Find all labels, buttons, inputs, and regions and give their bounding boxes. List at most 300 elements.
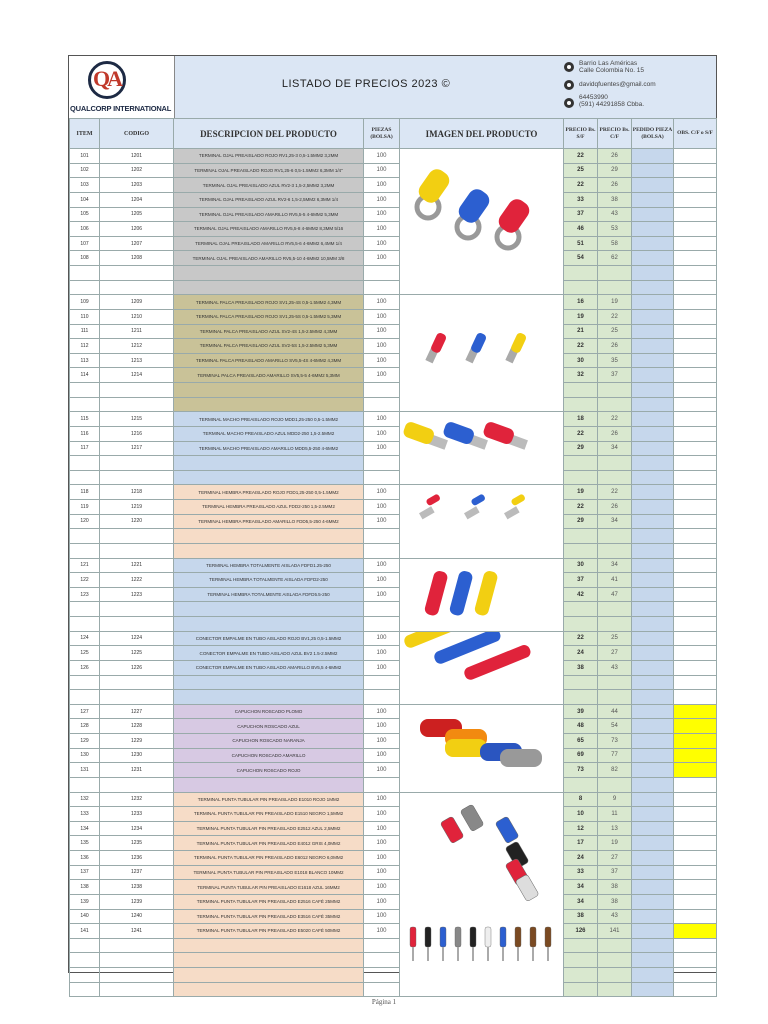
- cell-item: 128: [70, 719, 100, 734]
- cell-description: [174, 383, 364, 398]
- cell-pieces: 100: [364, 309, 400, 324]
- cell-price-sf: [564, 938, 598, 953]
- cell-item: 102: [70, 163, 100, 178]
- cell-order-input[interactable]: [632, 631, 674, 646]
- cell-order-input[interactable]: [632, 675, 674, 690]
- price-list-sheet: [68, 55, 717, 973]
- cell-order-input[interactable]: [632, 851, 674, 866]
- cell-order-input[interactable]: [632, 500, 674, 515]
- cell-item: 138: [70, 880, 100, 895]
- cell-observation: [674, 207, 717, 222]
- cell-price-sf: 33: [564, 192, 598, 207]
- spacer-row: [70, 602, 717, 617]
- cell-item: [70, 938, 100, 953]
- cell-item: 127: [70, 704, 100, 719]
- cell-order-input[interactable]: [632, 324, 674, 339]
- cell-price-cf: 13: [598, 821, 632, 836]
- table-row: [70, 573, 717, 588]
- cell-pieces: 100: [364, 149, 400, 164]
- cell-observation: [674, 426, 717, 441]
- cell-order-input[interactable]: [632, 353, 674, 368]
- cell-pieces: 100: [364, 192, 400, 207]
- spacer-row: [70, 266, 717, 281]
- cell-code: 1218: [100, 485, 174, 500]
- cell-observation: [674, 339, 717, 354]
- cell-code: 1225: [100, 646, 174, 661]
- contact-address-1: Barrio Las Américas: [579, 60, 638, 67]
- cell-code: 1240: [100, 909, 174, 924]
- cell-observation: [674, 719, 717, 734]
- cell-order-input[interactable]: [632, 426, 674, 441]
- cell-description: [174, 938, 364, 953]
- cell-pieces: 100: [364, 631, 400, 646]
- cell-price-sf: 22: [564, 631, 598, 646]
- cell-observation: [674, 807, 717, 822]
- cell-item: [70, 280, 100, 295]
- cell-order-input[interactable]: [632, 836, 674, 851]
- cell-code: 1227: [100, 704, 174, 719]
- cell-order-input[interactable]: [632, 383, 674, 398]
- cell-observation: [674, 982, 717, 997]
- cell-description: TERMINAL PALCA PREAISLADO ROJO SV1,25-5S 0,5-1.5MM2 5,3MM: [174, 309, 364, 324]
- cell-product-image: [400, 792, 564, 997]
- cell-order-input[interactable]: [632, 865, 674, 880]
- cell-description: TERMINAL PUNTA TUBULAR PIN PREAISLADO E2512 AZUL 2,5MM2: [174, 821, 364, 836]
- cell-observation: [674, 558, 717, 573]
- cell-pieces: [364, 968, 400, 983]
- cell-code: 1206: [100, 222, 174, 237]
- cell-item: 126: [70, 660, 100, 675]
- spacer-row: [70, 397, 717, 412]
- cell-observation: [674, 412, 717, 427]
- cell-price-sf: [564, 690, 598, 705]
- cell-product-image: [400, 412, 564, 485]
- cell-item: 140: [70, 909, 100, 924]
- cell-price-cf: 38: [598, 880, 632, 895]
- table-row: [70, 748, 717, 763]
- cell-price-cf: [598, 266, 632, 281]
- cell-order-input[interactable]: [632, 412, 674, 427]
- cell-description: CAPUCHON ROSCADO AMARILLO: [174, 748, 364, 763]
- spacer-row: [70, 456, 717, 471]
- table-row: [70, 631, 717, 646]
- cell-code: 1237: [100, 865, 174, 880]
- cell-order-input[interactable]: [632, 368, 674, 383]
- cell-order-input[interactable]: [632, 441, 674, 456]
- cell-order-input[interactable]: [632, 924, 674, 939]
- product-illustration: [400, 793, 564, 983]
- cell-description: TERMINAL OJAL PREAISLADO AMARILLO RV5,5-10 4-6MM2 10,5MM 3/8: [174, 251, 364, 266]
- cell-item: [70, 968, 100, 983]
- cell-pieces: [364, 982, 400, 997]
- cell-observation: [674, 909, 717, 924]
- cell-order-input[interactable]: [632, 690, 674, 705]
- cell-item: 118: [70, 485, 100, 500]
- cell-price-cf: [598, 777, 632, 792]
- cell-code: [100, 529, 174, 544]
- cell-observation: [674, 485, 717, 500]
- cell-order-input[interactable]: [632, 646, 674, 661]
- cell-description: CAPUCHON ROSCADO NARANJA: [174, 734, 364, 749]
- cell-observation: [674, 397, 717, 412]
- document-header: [69, 56, 716, 119]
- cell-observation: [674, 587, 717, 602]
- cell-description: [174, 602, 364, 617]
- cell-price-sf: 37: [564, 207, 598, 222]
- cell-observation: [674, 441, 717, 456]
- cell-order-input[interactable]: [632, 456, 674, 471]
- cell-code: [100, 777, 174, 792]
- cell-order-input[interactable]: [632, 587, 674, 602]
- cell-code: 1239: [100, 894, 174, 909]
- cell-observation: [674, 543, 717, 558]
- cell-price-cf: 82: [598, 763, 632, 778]
- cell-code: 1220: [100, 514, 174, 529]
- cell-order-input[interactable]: [632, 514, 674, 529]
- cell-pieces: 100: [364, 792, 400, 807]
- cell-observation: [674, 309, 717, 324]
- cell-pieces: 100: [364, 207, 400, 222]
- cell-observation: [674, 660, 717, 675]
- cell-price-sf: 34: [564, 894, 598, 909]
- cell-order-input[interactable]: [632, 163, 674, 178]
- cell-price-cf: [598, 456, 632, 471]
- cell-code: 1232: [100, 792, 174, 807]
- cell-price-sf: [564, 383, 598, 398]
- cell-code: 1210: [100, 309, 174, 324]
- cell-order-input[interactable]: [632, 880, 674, 895]
- cell-item: [70, 982, 100, 997]
- cell-observation: [674, 675, 717, 690]
- cell-description: TERMINAL PUNTA TUBULAR PIN PREAISLADO E2516 CAFÉ 25MM2: [174, 894, 364, 909]
- cell-observation: [674, 470, 717, 485]
- cell-code: 1211: [100, 324, 174, 339]
- cell-code: [100, 470, 174, 485]
- cell-description: [174, 982, 364, 997]
- cell-pieces: [364, 690, 400, 705]
- cell-item: 110: [70, 309, 100, 324]
- cell-pieces: 100: [364, 821, 400, 836]
- cell-order-input[interactable]: [632, 309, 674, 324]
- cell-description: [174, 266, 364, 281]
- cell-order-input[interactable]: [632, 602, 674, 617]
- cell-code: 1238: [100, 880, 174, 895]
- cell-pieces: [364, 266, 400, 281]
- cell-order-input[interactable]: [632, 748, 674, 763]
- cell-observation: [674, 690, 717, 705]
- cell-code: [100, 383, 174, 398]
- cell-code: [100, 543, 174, 558]
- spacer-row: [70, 777, 717, 792]
- cell-price-cf: 34: [598, 558, 632, 573]
- cell-code: [100, 280, 174, 295]
- spacer-row: [70, 470, 717, 485]
- cell-order-input[interactable]: [632, 719, 674, 734]
- cell-price-sf: 22: [564, 426, 598, 441]
- cell-observation: [674, 529, 717, 544]
- cell-pieces: [364, 543, 400, 558]
- table-row: [70, 836, 717, 851]
- cell-observation: [674, 383, 717, 398]
- table-row: [70, 821, 717, 836]
- cell-pieces: [364, 953, 400, 968]
- cell-price-cf: [598, 938, 632, 953]
- cell-price-cf: 44: [598, 704, 632, 719]
- cell-description: TERMINAL MACHO PREAISLADO AMARILLO MDD5,5-250 4-6MM2: [174, 441, 364, 456]
- cell-item: [70, 456, 100, 471]
- cell-description: TERMINAL HEMBRA TOTALMENTE AISLADA FDFD1.25-250: [174, 558, 364, 573]
- cell-price-cf: 19: [598, 295, 632, 310]
- cell-price-sf: 73: [564, 763, 598, 778]
- cell-order-input[interactable]: [632, 660, 674, 675]
- cell-price-sf: [564, 617, 598, 632]
- cell-item: 108: [70, 251, 100, 266]
- cell-price-sf: 29: [564, 441, 598, 456]
- phone-icon: [564, 98, 574, 108]
- cell-order-input[interactable]: [632, 339, 674, 354]
- cell-code: 1236: [100, 851, 174, 866]
- cell-order-input[interactable]: [632, 470, 674, 485]
- cell-observation: [674, 748, 717, 763]
- cell-description: TERMINAL MACHO PREAISLADO ROJO MDD1,25-250 0,5-1.5MM2: [174, 412, 364, 427]
- cell-code: 1212: [100, 339, 174, 354]
- contact-address-2: Calle Colombia No. 15: [579, 67, 645, 74]
- cell-price-cf: 25: [598, 324, 632, 339]
- cell-order-input[interactable]: [632, 222, 674, 237]
- cell-description: [174, 470, 364, 485]
- cell-order-input[interactable]: [632, 792, 674, 807]
- cell-code: [100, 690, 174, 705]
- cell-order-input[interactable]: [632, 280, 674, 295]
- cell-description: [174, 690, 364, 705]
- cell-price-sf: 22: [564, 149, 598, 164]
- cell-item: [70, 397, 100, 412]
- cell-observation: [674, 324, 717, 339]
- cell-order-input[interactable]: [632, 953, 674, 968]
- cell-description: CONECTOR EMPALME EN TUBO AISLADO AMARILLO BV5,5 4-6MM2: [174, 660, 364, 675]
- cell-price-sf: 34: [564, 880, 598, 895]
- cell-price-sf: 29: [564, 514, 598, 529]
- cell-observation: [674, 894, 717, 909]
- cell-pieces: 100: [364, 353, 400, 368]
- document-title: LISTADO DE PRECIOS 2023 ©: [281, 78, 451, 90]
- cell-price-sf: 69: [564, 748, 598, 763]
- table-row: [70, 412, 717, 427]
- cell-description: [174, 617, 364, 632]
- cell-order-input[interactable]: [632, 909, 674, 924]
- cell-observation: [674, 734, 717, 749]
- cell-price-cf: [598, 690, 632, 705]
- cell-code: 1224: [100, 631, 174, 646]
- cell-order-input[interactable]: [632, 397, 674, 412]
- cell-description: TERMINAL MACHO PREAISLADO AZUL MDD2-250 1,5-2.5MM2: [174, 426, 364, 441]
- cell-observation: [674, 953, 717, 968]
- col-header-price-sf: PRECIO Bs. S/F: [564, 119, 598, 149]
- cell-description: CAPUCHON ROSCADO ROJO: [174, 763, 364, 778]
- cell-price-cf: 53: [598, 222, 632, 237]
- cell-price-sf: 38: [564, 660, 598, 675]
- cell-item: 106: [70, 222, 100, 237]
- cell-pieces: 100: [364, 646, 400, 661]
- cell-pieces: [364, 529, 400, 544]
- cell-price-cf: [598, 280, 632, 295]
- table-row: [70, 719, 717, 734]
- cell-code: [100, 953, 174, 968]
- cell-observation: [674, 631, 717, 646]
- cell-item: 136: [70, 851, 100, 866]
- cell-pieces: 100: [364, 412, 400, 427]
- table-row: [70, 894, 717, 909]
- cell-order-input[interactable]: [632, 734, 674, 749]
- cell-item: 135: [70, 836, 100, 851]
- cell-order-input[interactable]: [632, 485, 674, 500]
- cell-observation: [674, 222, 717, 237]
- cell-code: 1201: [100, 149, 174, 164]
- cell-price-cf: 22: [598, 485, 632, 500]
- cell-item: 115: [70, 412, 100, 427]
- cell-pieces: 100: [364, 763, 400, 778]
- cell-item: 111: [70, 324, 100, 339]
- cell-pieces: 100: [364, 236, 400, 251]
- cell-description: TERMINAL OJAL PREAISLADO AZUL RV2-6 1,5-2,5MM2 6,3MM 1/4: [174, 192, 364, 207]
- cell-item: [70, 675, 100, 690]
- cell-price-cf: 43: [598, 207, 632, 222]
- cell-price-sf: [564, 266, 598, 281]
- cell-order-input[interactable]: [632, 968, 674, 983]
- cell-price-sf: 126: [564, 924, 598, 939]
- cell-order-input[interactable]: [632, 178, 674, 193]
- cell-order-input[interactable]: [632, 763, 674, 778]
- cell-price-cf: 54: [598, 719, 632, 734]
- cell-order-input[interactable]: [632, 807, 674, 822]
- cell-code: [100, 397, 174, 412]
- cell-price-cf: 25: [598, 631, 632, 646]
- cell-price-cf: [598, 968, 632, 983]
- cell-code: 1214: [100, 368, 174, 383]
- table-row: [70, 368, 717, 383]
- cell-pieces: 100: [364, 704, 400, 719]
- cell-item: 130: [70, 748, 100, 763]
- table-row: [70, 865, 717, 880]
- col-header-price-cf: PRECIO Bs. C/F: [598, 119, 632, 149]
- cell-description: TERMINAL OJAL PREAISLADO ROJO RV1,25-3 0,5-1.5MM2 3,2MM: [174, 149, 364, 164]
- cell-order-input[interactable]: [632, 543, 674, 558]
- cell-order-input[interactable]: [632, 207, 674, 222]
- cell-code: 1207: [100, 236, 174, 251]
- cell-description: TERMINAL OJAL PREAISLADO ROJO RV1,25-6 0,5-1.5MM2 6,3MM 1/4": [174, 163, 364, 178]
- spacer-row: [70, 953, 717, 968]
- cell-product-image: [400, 558, 564, 631]
- cell-code: 1234: [100, 821, 174, 836]
- contact-info: [557, 56, 716, 118]
- cell-order-input[interactable]: [632, 149, 674, 164]
- cell-order-input[interactable]: [632, 529, 674, 544]
- cell-price-sf: 22: [564, 178, 598, 193]
- cell-price-cf: 34: [598, 441, 632, 456]
- cell-code: 1229: [100, 734, 174, 749]
- cell-price-cf: 11: [598, 807, 632, 822]
- cell-pieces: 100: [364, 485, 400, 500]
- cell-item: 116: [70, 426, 100, 441]
- cell-description: TERMINAL PUNTA TUBULAR PIN PREAISLADO E1510 NEGRO 1,5MM2: [174, 807, 364, 822]
- cell-price-sf: [564, 280, 598, 295]
- cell-description: TERMINAL PALCA PREAISLADO AZUL SV2-4S 1,5-2.5MM2 4,3MM: [174, 324, 364, 339]
- cell-order-input[interactable]: [632, 938, 674, 953]
- cell-price-sf: 18: [564, 412, 598, 427]
- cell-price-sf: 16: [564, 295, 598, 310]
- cell-item: 117: [70, 441, 100, 456]
- cell-pieces: 100: [364, 163, 400, 178]
- cell-observation: [674, 704, 717, 719]
- cell-price-cf: 43: [598, 909, 632, 924]
- spacer-row: [70, 982, 717, 997]
- table-row: [70, 163, 717, 178]
- table-row: [70, 763, 717, 778]
- table-row: [70, 851, 717, 866]
- cell-code: 1228: [100, 719, 174, 734]
- cell-order-input[interactable]: [632, 573, 674, 588]
- cell-pieces: 100: [364, 339, 400, 354]
- cell-price-cf: 26: [598, 178, 632, 193]
- cell-observation: [674, 163, 717, 178]
- cell-order-input[interactable]: [632, 821, 674, 836]
- title-band: [175, 56, 557, 118]
- cell-observation: [674, 646, 717, 661]
- cell-item: 109: [70, 295, 100, 310]
- cell-order-input[interactable]: [632, 982, 674, 997]
- cell-item: [70, 617, 100, 632]
- cell-order-input[interactable]: [632, 558, 674, 573]
- company-logo-area: [69, 56, 175, 118]
- table-row: [70, 880, 717, 895]
- cell-price-cf: 141: [598, 924, 632, 939]
- cell-price-sf: 30: [564, 353, 598, 368]
- cell-description: TERMINAL PUNTA TUBULAR PIN PREAISLADO E3516 CAFÉ 35MM2: [174, 909, 364, 924]
- cell-code: [100, 266, 174, 281]
- cell-pieces: 100: [364, 924, 400, 939]
- cell-price-cf: 22: [598, 412, 632, 427]
- cell-order-input[interactable]: [632, 192, 674, 207]
- cell-price-sf: 46: [564, 222, 598, 237]
- cell-pieces: 100: [364, 734, 400, 749]
- cell-order-input[interactable]: [632, 266, 674, 281]
- cell-price-cf: [598, 529, 632, 544]
- cell-order-input[interactable]: [632, 704, 674, 719]
- table-body: [70, 149, 717, 997]
- cell-order-input[interactable]: [632, 894, 674, 909]
- cell-price-sf: 51: [564, 236, 598, 251]
- cell-price-sf: 38: [564, 909, 598, 924]
- cell-price-cf: [598, 602, 632, 617]
- cell-item: 113: [70, 353, 100, 368]
- cell-description: TERMINAL HEMBRA PREAISLADO AZUL FDD2-250 1,5-2.5MM2: [174, 500, 364, 515]
- table-row: [70, 485, 717, 500]
- cell-item: 121: [70, 558, 100, 573]
- cell-description: TERMINAL PUNTA TUBULAR PIN PREAISLADO E5020 CAFÉ 50MM2: [174, 924, 364, 939]
- col-header-item: ITEM: [70, 119, 100, 149]
- cell-order-input[interactable]: [632, 236, 674, 251]
- cell-observation: [674, 836, 717, 851]
- cell-order-input[interactable]: [632, 295, 674, 310]
- cell-order-input[interactable]: [632, 617, 674, 632]
- cell-pieces: [364, 456, 400, 471]
- cell-code: 1213: [100, 353, 174, 368]
- cell-order-input[interactable]: [632, 777, 674, 792]
- contact-email: davidqfuentes@gmail.com: [579, 81, 656, 88]
- cell-order-input[interactable]: [632, 251, 674, 266]
- cell-price-sf: 22: [564, 500, 598, 515]
- col-header-description: DESCRIPCION DEL PRODUCTO: [174, 119, 364, 149]
